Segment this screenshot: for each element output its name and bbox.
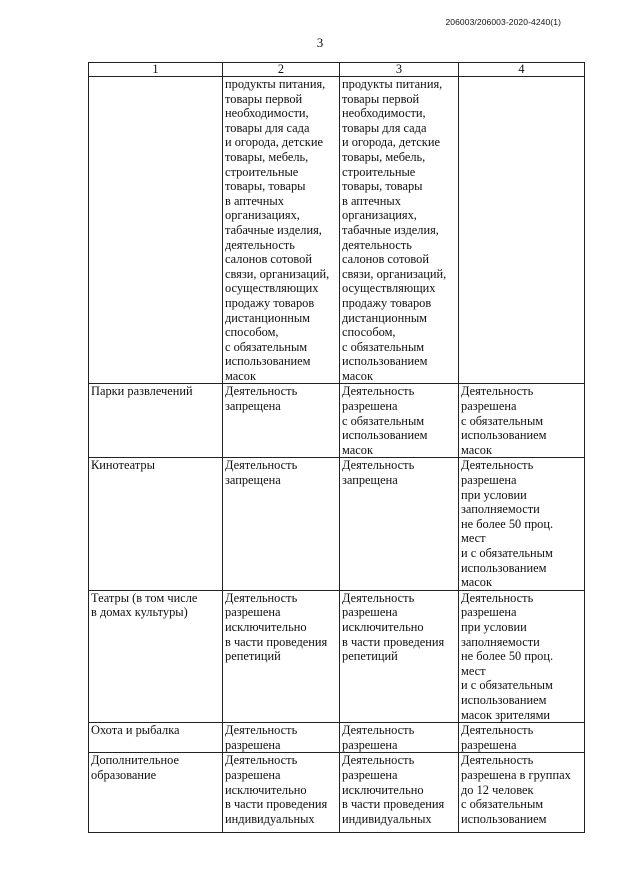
cell-text-line: Кинотеатры xyxy=(91,458,155,473)
cell-text-line: использованием xyxy=(461,692,547,707)
cell-text-line: масок xyxy=(461,442,492,457)
cell-text-line: индивидуальных xyxy=(342,811,432,826)
cell-text-line: при условии xyxy=(461,619,527,634)
cell-text-line: товары, мебель, xyxy=(342,149,426,164)
cell-text-line: товары для сада xyxy=(225,120,310,135)
cell-text-line: Парки развлечений xyxy=(91,384,193,399)
cell-text-line: не более 50 проц. xyxy=(461,516,554,531)
cell-text-line: с обязательным xyxy=(225,339,308,354)
cell-text-line: строительные xyxy=(225,164,299,179)
cell-text-line: салонов сотовой xyxy=(225,252,312,267)
cell-text-line: Деятельность xyxy=(461,753,534,768)
cell-text-line: запрещена xyxy=(225,399,281,414)
cell-text-line: организациях, xyxy=(225,208,300,223)
cell-text-line: разрешена xyxy=(461,605,517,620)
cell-text-line: продажу товаров xyxy=(225,295,315,310)
cell-text-line: масок xyxy=(342,368,373,383)
cell-text-line: табачные изделия, xyxy=(342,222,439,237)
cell-text-line: необходимости, xyxy=(225,106,309,121)
cell-text-line: разрешена xyxy=(342,399,398,414)
cell-text-line: разрешена xyxy=(342,767,398,782)
cell-text-line: в части проведения xyxy=(342,634,445,649)
table-header-row xyxy=(89,63,585,77)
table-cell-col-1 xyxy=(89,77,223,384)
cell-text-line: Деятельность xyxy=(461,723,534,738)
cell-text-line: мест xyxy=(461,531,486,546)
cell-text-line: и огорода, детские xyxy=(225,135,323,150)
cell-text-line: Театры (в том числе xyxy=(91,590,198,605)
table-cell-col-3 xyxy=(340,458,459,590)
cell-text-line: разрешена xyxy=(461,399,517,414)
table-cell-col-4 xyxy=(459,77,585,384)
cell-text-line: и с обязательным xyxy=(461,678,553,693)
column-header-1: 1 xyxy=(89,63,223,77)
cell-text-line: заполняемости xyxy=(461,634,540,649)
cell-text-line: в домах культуры) xyxy=(91,605,188,620)
table-cell-col-1 xyxy=(89,753,223,833)
cell-text-line: использованием xyxy=(225,354,311,369)
table-cell-col-4 xyxy=(459,458,585,590)
cell-text-line: товары, мебель, xyxy=(225,149,309,164)
cell-text-line: с обязательным xyxy=(461,413,544,428)
cell-text-line: репетиций xyxy=(225,649,281,664)
cell-text-line: продукты питания, xyxy=(342,77,443,91)
cell-text-line: связи, организаций, xyxy=(225,266,330,281)
table-cell-col-3 xyxy=(340,384,459,458)
cell-text-line: товары для сада xyxy=(342,120,427,135)
cell-text-line: Деятельность xyxy=(342,753,415,768)
regulations-table xyxy=(88,62,585,833)
cell-text-line: разрешена xyxy=(225,737,281,752)
cell-text-line: связи, организаций, xyxy=(342,266,447,281)
cell-text-line: использованием xyxy=(342,428,428,443)
cell-text-line: исключительно xyxy=(342,782,424,797)
cell-text-line: продажу товаров xyxy=(342,295,432,310)
cell-text-line: в части проведения xyxy=(225,634,328,649)
cell-text-line: салонов сотовой xyxy=(342,252,429,267)
cell-text-line: Деятельность xyxy=(225,384,298,399)
cell-text-line: использованием xyxy=(342,354,428,369)
cell-text-line: строительные xyxy=(342,164,416,179)
cell-text-line: товары первой xyxy=(342,91,420,106)
cell-text-line: разрешена в группах xyxy=(461,767,571,782)
cell-text-line: использованием xyxy=(461,560,547,575)
cell-text-line: товары первой xyxy=(225,91,303,106)
cell-text-line: разрешена xyxy=(225,605,281,620)
document-id: 206003/206003-2020-4240(1) xyxy=(445,17,561,27)
cell-text-line: Деятельность xyxy=(461,384,534,399)
cell-text-line: с обязательным xyxy=(342,339,425,354)
table-cell-col-2 xyxy=(223,77,340,384)
cell-text-line: способом, xyxy=(342,325,396,340)
cell-text-line: индивидуальных xyxy=(225,811,315,826)
cell-text-line: масок xyxy=(461,575,492,590)
table-cell-col-2 xyxy=(223,723,340,753)
cell-text-line: Охота и рыбалка xyxy=(91,723,180,738)
cell-text-line: Деятельность xyxy=(342,384,415,399)
table-row xyxy=(89,753,585,833)
cell-text-line: Дополнительное xyxy=(91,753,179,768)
column-header-4: 4 xyxy=(459,63,585,77)
table-row xyxy=(89,384,585,458)
column-header-3: 3 xyxy=(340,63,459,77)
cell-text-line: Деятельность xyxy=(225,458,298,473)
cell-text-line: Деятельность xyxy=(225,723,298,738)
cell-text-line: разрешена xyxy=(342,737,398,752)
cell-text-line: необходимости, xyxy=(342,106,426,121)
table-cell-col-1 xyxy=(89,458,223,590)
cell-text-line: использованием xyxy=(461,811,547,826)
cell-text-line: и огорода, детские xyxy=(342,135,440,150)
cell-text-line: с обязательным xyxy=(342,413,425,428)
cell-text-line: разрешена xyxy=(461,473,517,488)
table-cell-col-4 xyxy=(459,753,585,833)
cell-text-line: заполняемости xyxy=(461,502,540,517)
cell-text-line: дистанционным xyxy=(225,310,311,325)
table-cell-col-4 xyxy=(459,723,585,753)
cell-text-line: в части проведения xyxy=(225,797,328,812)
cell-text-line: Деятельность xyxy=(225,590,298,605)
cell-text-line: исключительно xyxy=(225,782,307,797)
cell-text-line: товары, товары xyxy=(225,179,306,194)
cell-text-line: в части проведения xyxy=(342,797,445,812)
cell-text-line: при условии xyxy=(461,487,527,502)
cell-text-line: масок xyxy=(225,368,256,383)
cell-text-line: деятельность xyxy=(342,237,412,252)
cell-text-line: запрещена xyxy=(225,473,281,488)
cell-text-line: Деятельность xyxy=(225,753,298,768)
cell-text-line: Деятельность xyxy=(461,590,534,605)
cell-text-line: использованием xyxy=(461,428,547,443)
cell-text-line: табачные изделия, xyxy=(225,222,322,237)
cell-text-line: с обязательным xyxy=(461,797,544,812)
cell-text-line: осуществляющих xyxy=(225,281,319,296)
cell-text-line: не более 50 проц. xyxy=(461,649,554,664)
table-cell-col-3 xyxy=(340,77,459,384)
cell-text-line: исключительно xyxy=(225,619,307,634)
cell-text-line: до 12 человек xyxy=(461,782,534,797)
table-cell-col-3 xyxy=(340,590,459,722)
cell-text-line: деятельность xyxy=(225,237,295,252)
table-cell-col-4 xyxy=(459,384,585,458)
cell-text-line: дистанционным xyxy=(342,310,428,325)
cell-text-line: масок xyxy=(342,442,373,457)
table-cell-col-2 xyxy=(223,458,340,590)
cell-text-line: осуществляющих xyxy=(342,281,436,296)
table-cell-col-2 xyxy=(223,384,340,458)
cell-text-line: в аптечных xyxy=(225,193,284,208)
table-row xyxy=(89,77,585,384)
cell-text-line: Деятельность xyxy=(342,723,415,738)
cell-text-line: образование xyxy=(91,767,157,782)
table-cell-col-1 xyxy=(89,723,223,753)
table-cell-col-1 xyxy=(89,384,223,458)
cell-text-line: исключительно xyxy=(342,619,424,634)
cell-text-line: продукты питания, xyxy=(225,77,326,91)
cell-text-line: товары, товары xyxy=(342,179,423,194)
page-number: 3 xyxy=(316,35,324,50)
cell-text-line: Деятельность xyxy=(342,458,415,473)
cell-text-line: Деятельность xyxy=(461,458,534,473)
table-cell-col-4 xyxy=(459,590,585,722)
table-cell-col-2 xyxy=(223,753,340,833)
table-cell-col-1 xyxy=(89,590,223,722)
cell-text-line: мест xyxy=(461,663,486,678)
cell-text-line: разрешена xyxy=(225,767,281,782)
cell-text-line: репетиций xyxy=(342,649,398,664)
cell-text-line: способом, xyxy=(225,325,279,340)
cell-text-line: организациях, xyxy=(342,208,417,223)
cell-text-line: в аптечных xyxy=(342,193,401,208)
table-cell-col-3 xyxy=(340,753,459,833)
cell-text-line: разрешена xyxy=(342,605,398,620)
cell-text-line: масок зрителями xyxy=(461,707,551,722)
cell-text-line: запрещена xyxy=(342,473,398,488)
column-header-2: 2 xyxy=(223,63,340,77)
cell-text-line: разрешена xyxy=(461,737,517,752)
table-row xyxy=(89,723,585,753)
table-cell-col-3 xyxy=(340,723,459,753)
table-row xyxy=(89,458,585,590)
cell-text-line: и с обязательным xyxy=(461,546,553,560)
table-row xyxy=(89,590,585,722)
cell-text-line: Деятельность xyxy=(342,590,415,605)
table-cell-col-2 xyxy=(223,590,340,722)
